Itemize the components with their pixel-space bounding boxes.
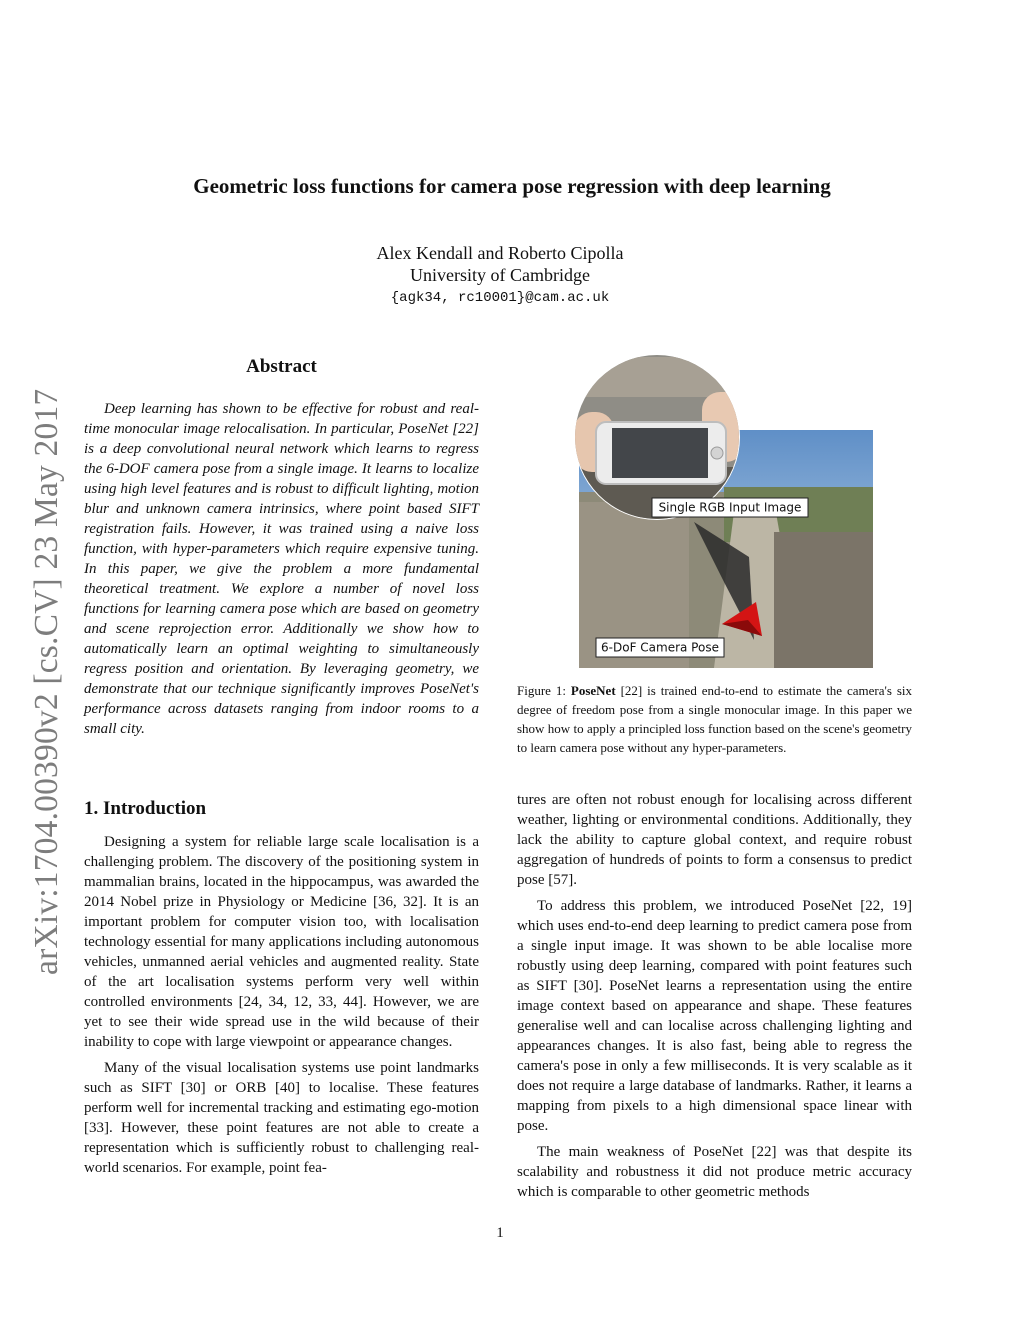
city-buildings bbox=[774, 532, 873, 668]
authors: Alex Kendall and Roberto Cipolla bbox=[376, 243, 624, 263]
intro-paragraph-4: To address this problem, we introduced PoseNet [22, 19] which uses end-to-end deep learning to predict camera pose from a single input image. It was shown to be able localise more robustly using deep learning, compared with point features such as SIFT [30]. PoseNet learns a representation using the entire image context based on appearance and shape. These features generalise well and can localise across challenging lighting and appearances changes. It is also fast, being able to regress the camera's pose in only a few milliseconds. It is very scalable as it does not require a large database of landmarks. Rather, it learns a mapping from pixels to a high dimensional space linear with pose. bbox=[517, 898, 912, 1134]
phone-screen bbox=[612, 428, 708, 478]
caption-text: [22] is trained end-to-end to estimate the camera's six degree of freedom pose from a single monocular image. In this paper we show how to apply a principled loss function based on the scene's geometry to learn camera pose without any hyper-parameters. bbox=[517, 683, 912, 755]
affiliation: University of Cambridge bbox=[410, 265, 590, 285]
arxiv-stamp bbox=[18, 345, 68, 975]
intro-paragraph-5: The main weakness of PoseNet [22] was that despite its scalability and robustness it did not produce metric accuracy which is comparable to other geometric methods bbox=[517, 1144, 912, 1200]
paper-title: Geometric loss functions for camera pose regression with deep learning bbox=[193, 174, 831, 198]
abstract-text: Deep learning has shown to be effective for robust and real-time monocular image relocalisation. In particular, PoseNet [22] is a deep convolutional neural network which learns to regress the 6-DOF camera pose from a single image. It learns to localize using high level features and is robust to difficult lighting, motion blur and unknown camera intrinsics, where point based SIFT registration fails. However, it was trained using a naive loss function, with hyper-parameters which require expensive tuning. In this paper, we give the problem a more fundamental theoretical treatment. We explore a number of novel loss functions for learning camera pose which are based on geometry and scene reprojection error. Additionally we show how to automatically learn an optimal weighting to simultaneously regress position and orientation. By leveraging geometry, we demonstrate that our technique significantly improves PoseNet's performance across datasets ranging from indoor rooms to a small city. bbox=[84, 401, 479, 737]
abstract-heading: Abstract bbox=[246, 356, 317, 377]
right-column bbox=[517, 790, 912, 1208]
author-block bbox=[0, 242, 1000, 286]
email: {agk34, rc10001}@cam.ac.uk bbox=[390, 290, 610, 306]
intro-paragraph-1: Designing a system for reliable large scale localisation is a challenging problem. The discovery of the positioning system in mammalian brains, located in the hippocampus, was awarded the 2014 Nobel prize in Physiology or Medicine [36, 32]. It is an important problem for computer vision too, with localisation technology essential for many applications including autonomous vehicles, unmanned aerial vehicles and augmented reality. State of the art localisation systems perform very well within controlled environments [24, 34, 12, 33, 44]. However, we are yet to see their wide spread use in the wild because of their inability to cope with large viewpoint or appearance changes. bbox=[84, 834, 479, 1050]
camera-pose-label: 6-DoF Camera Pose bbox=[601, 640, 719, 655]
input-image-label: Single RGB Input Image bbox=[658, 500, 802, 515]
caption-bold: PoseNet bbox=[570, 683, 616, 698]
intro-paragraph-3: tures are often not robust enough for localising across different weather, lighting or environmental conditions. Additionally, they lack the ability to capture global context, and require robust aggregation of hundreds of points to form a consensus to predict pose [57]. bbox=[517, 792, 912, 888]
caption-prefix: Figure 1: bbox=[517, 683, 571, 698]
left-column bbox=[84, 832, 479, 1184]
figure-caption bbox=[517, 681, 912, 757]
arxiv-id: arXiv:1704.00390v2 [cs.CV] 23 May 2017 bbox=[28, 388, 65, 975]
intro-paragraph-2: Many of the visual localisation systems use point landmarks such as SIFT [30] or ORB [40] to localise. These features perform well for incremental tracking and estimating ego-motion [33]. However, these point features are not able to create a representation which is sufficiently robust to challenging real-world scenarios. For example, point fea- bbox=[84, 1060, 479, 1176]
page-number: 1 bbox=[496, 1225, 504, 1241]
figure-1-image bbox=[574, 352, 874, 672]
section-heading: 1. Introduction bbox=[84, 798, 207, 819]
